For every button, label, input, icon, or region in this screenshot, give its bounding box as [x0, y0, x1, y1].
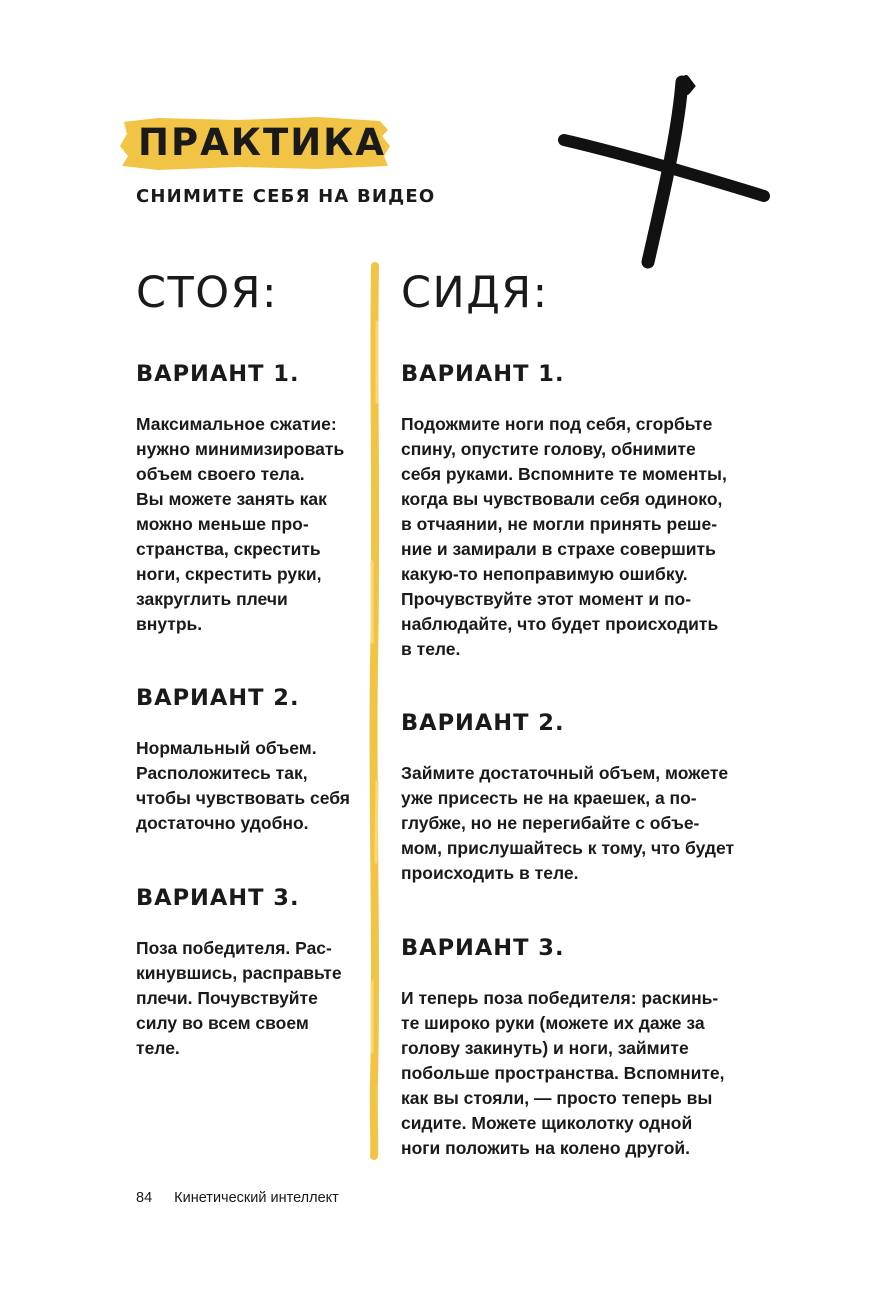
- variant-text: И теперь поза победителя: раскинь- те широко руки (можете их даже за голову закинуть) и ноги, займите побольше пространства. Вспомните, как вы стояли, — просто теперь вы сидите. Можете щиколотку одной ноги положить на колено другой.: [401, 988, 725, 1158]
- variant-title: ВАРИАНТ 2.: [136, 685, 300, 711]
- standing-variant-3: [136, 884, 342, 1061]
- standing-heading: СТОЯ:: [136, 268, 279, 318]
- variant-title: ВАРИАНТ 1.: [136, 361, 300, 387]
- page-number: 84: [136, 1190, 153, 1206]
- variant-text: Подожмите ноги под себя, сгорбьте спину, опустите голову, обнимите себя руками. Вспомните те моменты, когда вы чувствовали себя одиноко, в отчаянии, не могли принять реше- ние и замирали в страхе совершить какую-то непоправимую ошибку. Прочувствуйте этот момент и по- наблюдайте, что будет происходить в теле.: [401, 414, 727, 659]
- badge-label: ПРАКТИКА: [138, 121, 387, 164]
- cross-brush-icon: [556, 72, 776, 272]
- standing-column: [136, 268, 368, 1058]
- sitting-column: [401, 268, 771, 1158]
- sitting-variant-3: [401, 934, 725, 1161]
- section-badge: [118, 112, 394, 174]
- variant-title: ВАРИАНТ 1.: [401, 361, 565, 387]
- variant-title: ВАРИАНТ 2.: [401, 710, 565, 736]
- page-footer: [136, 1190, 339, 1206]
- sitting-heading: СИДЯ:: [401, 268, 549, 318]
- column-divider: [364, 262, 386, 1162]
- sitting-variant-2: [401, 709, 734, 886]
- variant-title: ВАРИАНТ 3.: [401, 935, 565, 961]
- sitting-variant-1: [401, 360, 727, 662]
- variant-text: Нормальный объем. Расположитесь так, чтобы чувствовать себя достаточно удобно.: [136, 738, 351, 833]
- standing-variant-1: [136, 360, 344, 637]
- page-subtitle: СНИМИТЕ СЕБЯ НА ВИДЕО: [136, 186, 436, 207]
- variant-text: Поза победителя. Рас- кинувшись, расправьте плечи. Почувствуйте силу во всем своем теле.: [136, 938, 342, 1058]
- variant-text: Максимальное сжатие: нужно минимизировать объем своего тела. Вы можете занять как можно меньше про- странства, скрестить ноги, скрестить руки, закруглить плечи внутрь.: [136, 414, 345, 634]
- standing-variant-2: [136, 684, 350, 836]
- variant-text: Займите достаточный объем, можете уже присесть не на краешек, а по- глубже, но не перегибайте с объе- мом, прислушайтесь к тому, что будет происходить в теле.: [401, 763, 735, 883]
- variant-title: ВАРИАНТ 3.: [136, 885, 300, 911]
- book-title: Кинетический интеллект: [174, 1190, 339, 1206]
